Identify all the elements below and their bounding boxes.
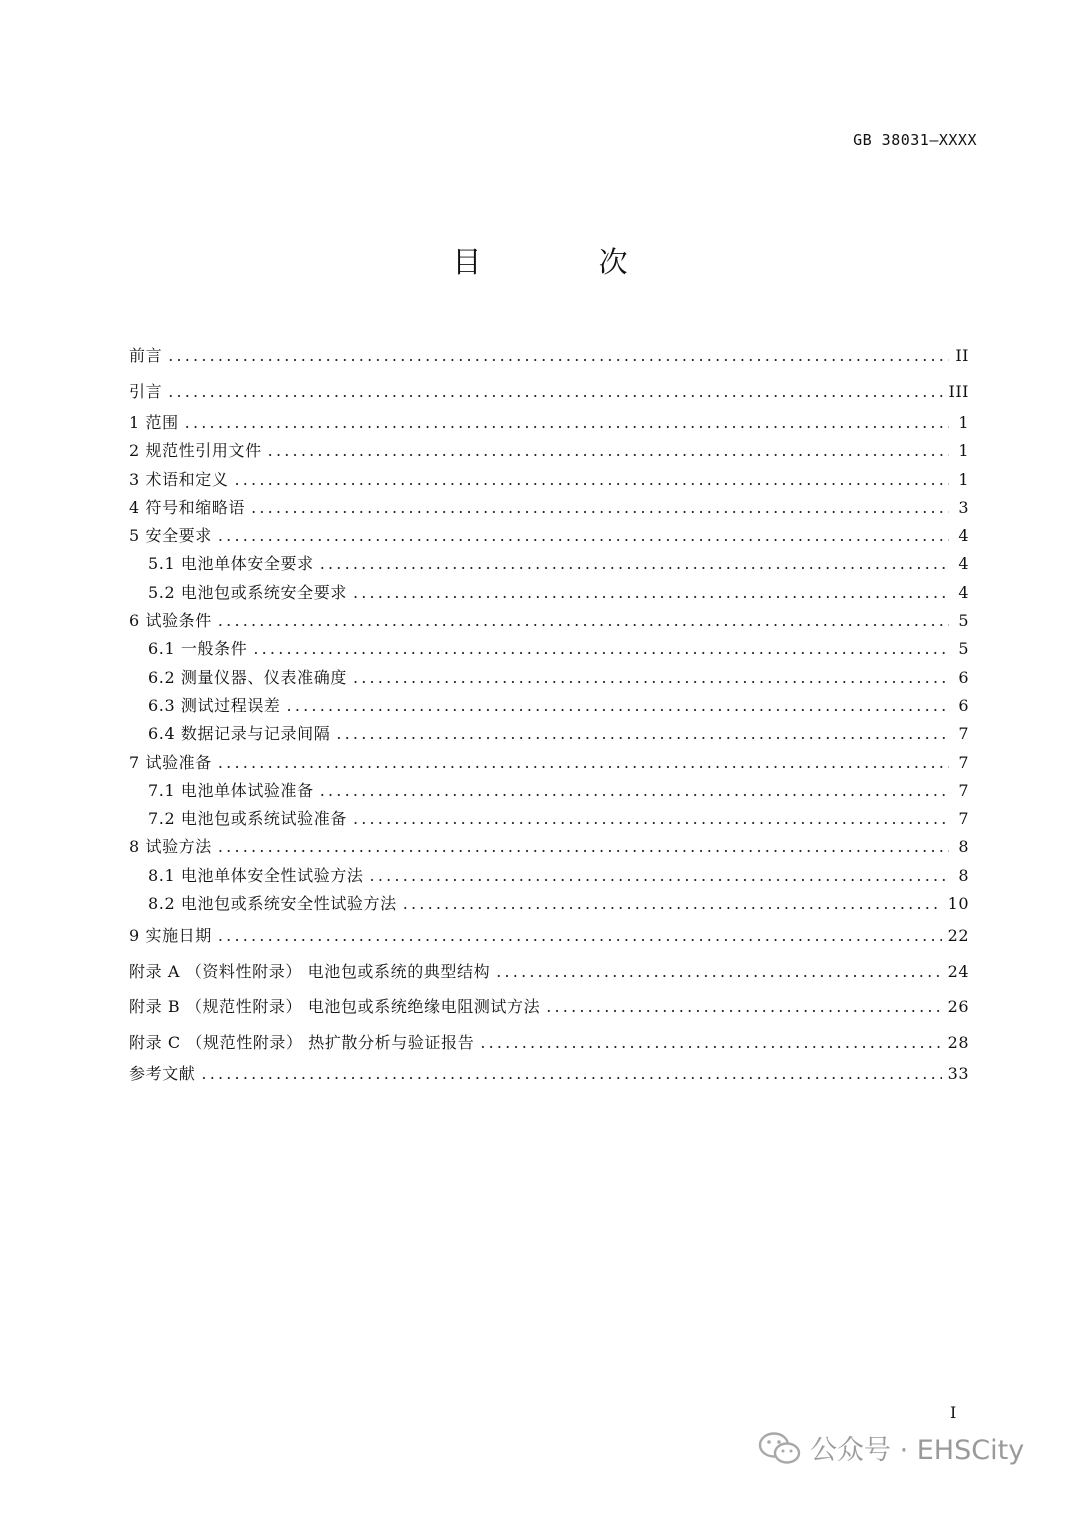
toc-entry[interactable] [129,1025,969,1061]
toc-entry[interactable] [129,777,969,805]
toc-entry-page: 1 [958,469,969,489]
toc-leader-dots [268,437,949,465]
toc-entry-label: 5.1 电池单体安全要求 [148,554,314,574]
toc-entry[interactable] [129,749,969,777]
toc-entry-page: 7 [958,780,969,800]
toc-entry-label: 8.2 电池包或系统安全性试验方法 [148,894,397,914]
toc-entry[interactable] [129,664,969,692]
toc-entry[interactable] [129,692,969,720]
toc-entry-page: 24 [947,961,969,981]
toc-entry-page: 8 [958,865,969,885]
toc-entry-page: 5 [958,639,969,659]
toc-entry[interactable] [129,437,969,465]
toc-entry[interactable] [129,522,969,550]
toc-entry-label: 5 安全要求 [129,526,212,546]
toc-entry[interactable] [129,409,969,437]
watermark-text: 公众号 · EHSCity [810,1435,1025,1466]
toc-leader-dots [168,338,949,374]
toc-leader-dots [496,954,941,990]
toc-entry[interactable] [129,833,969,861]
toc-entry-label: 6.4 数据记录与记录间隔 [148,724,331,744]
toc-entry[interactable] [129,918,969,954]
toc-entry[interactable] [129,890,969,918]
toc-entry[interactable] [129,374,969,410]
toc-leader-dots [546,989,941,1025]
toc-entry-label: 引言 [129,381,163,401]
toc-entry-page: 1 [958,413,969,432]
toc-entry-label: 6.1 一般条件 [148,639,248,659]
toc-entry-page: 8 [958,837,969,857]
toc-leader-dots [403,890,942,918]
page-title: 目 次 [452,245,682,279]
toc-entry[interactable] [129,805,969,833]
toc-entry[interactable] [129,579,969,607]
toc-entry-page: 6 [958,667,969,687]
toc-leader-dots [218,918,942,954]
toc-entry-page: 4 [958,582,969,602]
toc-entry-label: 8.1 电池单体安全性试验方法 [148,865,364,885]
toc-entry-label: 4 符号和缩略语 [129,497,246,517]
toc-entry[interactable] [129,989,969,1025]
toc-entry[interactable] [129,862,969,890]
toc-leader-dots [185,409,949,437]
toc-entry-page: 1 [958,441,969,461]
toc-leader-dots [201,1060,941,1088]
toc-entry-label: 5.2 电池包或系统安全要求 [148,582,347,602]
toc-entry[interactable] [129,607,969,635]
table-of-contents [129,338,969,1089]
toc-entry[interactable] [129,550,969,578]
toc-entry-label: 7.1 电池单体试验准备 [148,780,314,800]
toc-leader-dots [234,466,949,494]
toc-entry-page: III [948,381,969,401]
toc-entry-page: 7 [958,752,969,772]
toc-leader-dots [480,1025,941,1061]
toc-entry-page: 7 [958,809,969,829]
toc-leader-dots [353,579,949,607]
toc-entry-label: 附录 C （规范性附录） 热扩散分析与验证报告 [129,1032,475,1052]
toc-leader-dots [253,635,949,663]
toc-entry[interactable] [129,1060,969,1088]
toc-entry[interactable] [129,338,969,374]
toc-entry-label: 3 术语和定义 [129,469,229,489]
toc-entry-label: 前言 [129,346,163,365]
toc-entry-page: 22 [947,926,969,946]
toc-entry-page: 26 [947,997,969,1017]
toc-entry-page: II [955,346,969,365]
toc-entry-label: 附录 B （规范性附录） 电池包或系统绝缘电阻测试方法 [129,997,541,1017]
watermark [758,1428,1024,1467]
toc-entry[interactable] [129,494,969,522]
toc-leader-dots [218,749,949,777]
toc-leader-dots [218,607,949,635]
toc-entry-label: 7.2 电池包或系统试验准备 [148,809,347,829]
toc-entry-page: 7 [958,724,969,744]
toc-entry-label: 6.3 测试过程误差 [148,695,281,715]
toc-entry-page: 6 [958,695,969,715]
toc-entry-page: 4 [958,526,969,546]
toc-leader-dots [370,862,949,890]
toc-entry-label: 2 规范性引用文件 [129,441,262,461]
toc-entry[interactable] [129,954,969,990]
toc-entry-label: 6.2 测量仪器、仪表准确度 [148,667,347,687]
toc-entry-label: 附录 A （资料性附录） 电池包或系统的典型结构 [129,961,491,981]
toc-leader-dots [251,494,949,522]
toc-entry-page: 5 [958,611,969,631]
toc-leader-dots [218,522,949,550]
toc-leader-dots [287,692,949,720]
wechat-icon [758,1431,802,1465]
toc-entry-label: 8 试验方法 [129,837,212,857]
toc-entry-page: 33 [947,1064,969,1084]
toc-leader-dots [218,833,949,861]
toc-entry-label: 6 试验条件 [129,611,212,631]
toc-entry-label: 7 试验准备 [129,752,212,772]
page-number: I [950,1403,957,1422]
toc-entry-page: 3 [958,497,969,517]
toc-entry-label: 参考文献 [129,1064,196,1084]
toc-leader-dots [336,720,949,748]
toc-entry-page: 28 [947,1032,969,1052]
toc-leader-dots [353,805,949,833]
toc-entry-label: 9 实施日期 [129,926,212,946]
toc-leader-dots [320,550,949,578]
toc-leader-dots [320,777,949,805]
document-code: GB 38031—XXXX [853,131,977,149]
toc-leader-dots [168,374,942,410]
toc-leader-dots [353,664,949,692]
toc-entry-page: 10 [947,894,969,914]
toc-entry[interactable] [129,466,969,494]
toc-entry[interactable] [129,635,969,663]
toc-entry-page: 4 [958,554,969,574]
toc-entry-label: 1 范围 [129,413,179,432]
toc-entry[interactable] [129,720,969,748]
